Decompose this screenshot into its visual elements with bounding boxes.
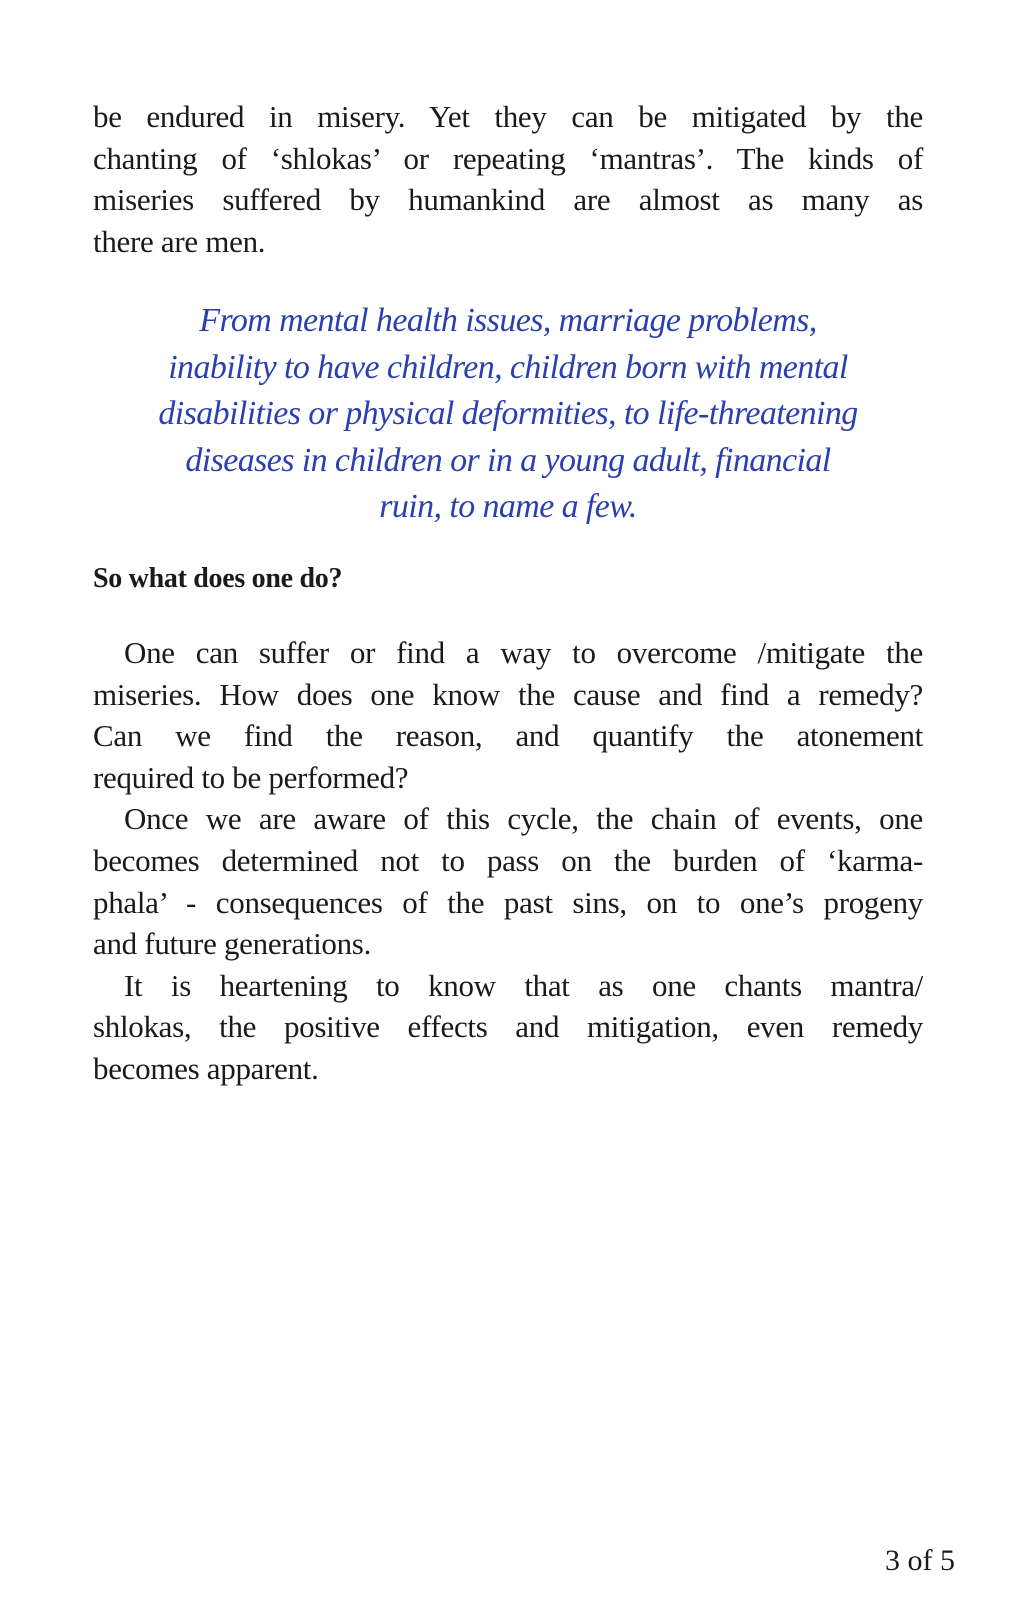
text-line: miseries suffered by humankind are almost as many as (93, 182, 923, 218)
text-line: becomes determined not to pass on the burden of ‘karma- (93, 842, 923, 878)
quote-line: ruin, to name a few. (379, 488, 637, 525)
text-line: there are men. (93, 223, 266, 259)
text-line: chanting of ‘shlokas’ or repeating ‘mantras’. The kinds of (93, 140, 923, 176)
text-line: and future generations. (93, 926, 372, 962)
body-text (93, 632, 923, 1090)
text-line: One can suffer or find a way to overcome /mitigate the (124, 635, 923, 670)
text-line: shlokas, the positive effects and mitigation, even remedy (93, 1009, 923, 1045)
text-line: Can we find the reason, and quantify the atonement (93, 718, 923, 754)
quote-line: From mental health issues, marriage problems, (199, 302, 817, 339)
quote-line: disabilities or physical deformities, to life-threatening (158, 395, 858, 432)
text-line: be endured in misery. Yet they can be mitigated by the (93, 99, 923, 134)
paragraph (93, 798, 923, 964)
paragraph (93, 632, 923, 798)
pull-quote (93, 298, 923, 531)
page-indicator: 3 of 5 (885, 1544, 955, 1577)
text-line: Once we are aware of this cycle, the chain of events, one (124, 801, 923, 837)
text-line: phala’ - consequences of the past sins, on to one’s progeny (93, 884, 923, 920)
text-line: becomes apparent. (93, 1050, 319, 1086)
quote-line: inability to have children, children born with mental (168, 348, 848, 386)
intro-paragraph (93, 96, 923, 262)
quote-line: diseases in children or in a young adult, financial (185, 441, 831, 479)
text-line: It is heartening to know that as one chants mantra/ (124, 967, 923, 1003)
text-line: miseries. How does one know the cause and find a remedy? (93, 676, 923, 712)
section-heading: So what does one do? (93, 563, 343, 594)
paragraph (93, 965, 923, 1090)
text-line: required to be performed? (93, 759, 409, 795)
